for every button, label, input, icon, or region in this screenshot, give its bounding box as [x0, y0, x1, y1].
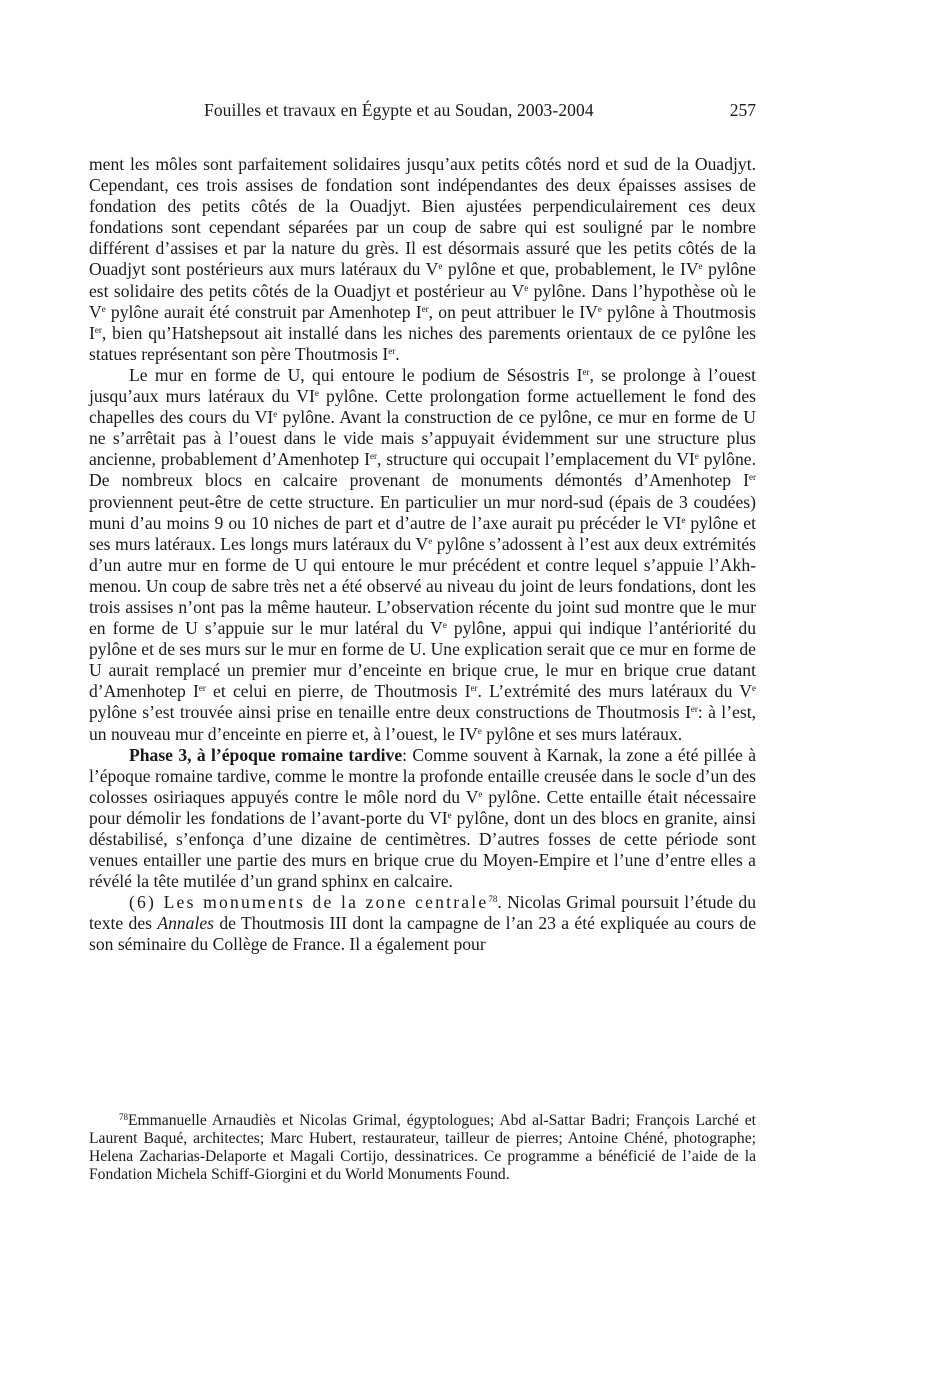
superscript: e [438, 261, 443, 272]
text-run: . Nicolas Grimal poursuit l’étude du texte des [89, 892, 756, 934]
text-run: pylône et ses murs latéraux. Les longs murs latéraux du V [89, 512, 756, 554]
text-run: pylône et que, probablement, le IV [442, 259, 699, 280]
text-run: . [395, 343, 400, 364]
superscript: er [369, 451, 377, 462]
footnotes [89, 1112, 756, 1184]
text-run: pylône. Avant la construction de ce pylône, ce mur en forme de U ne s’arrêtait pas à l’ouest dans le vide mais s’appuyait évidemment sur une structure plus ancienne, probablement d’Amenhotep I [89, 407, 757, 470]
superscript: e [751, 683, 756, 694]
paragraph-1 [89, 154, 756, 365]
text-run: , bien qu’Hatshepsout ait installé dans les niches des parements orientaux de ce pylône les statues représentant son père Thoutmosis I [89, 322, 756, 364]
text-run: pylône aurait été construit par Amenhotep I [105, 301, 422, 322]
text-run: , on peut attribuer le IV [428, 301, 598, 322]
superscript: er [470, 683, 478, 694]
italic-title: Annales [157, 913, 215, 934]
superscript: er [749, 472, 756, 483]
superscript: e [597, 303, 602, 314]
page-number: 257 [729, 100, 756, 120]
superscript: er [421, 303, 429, 314]
text-run: , structure qui occupait l’emplacement du VI [376, 449, 695, 470]
text-run: pylône à Thoutmosis I [89, 301, 756, 343]
body-text [89, 154, 756, 956]
text-run: pylône. Cette entaille était nécessaire pour démolir les fondations de l’avant-porte du VI [89, 786, 756, 828]
text-run: Le mur en forme de U, qui entoure le podium de Sésostris I [129, 364, 583, 385]
superscript: e [478, 788, 483, 799]
paragraph-2 [89, 365, 756, 745]
text-run: de Thoutmosis III dont la campagne de l’an 23 a été expliquée au cours de son séminaire du Collège de France. Il a également pour [89, 913, 756, 955]
superscript: e [524, 282, 529, 293]
text-run: , se prolonge à l’ouest jusqu’aux murs latéraux du VI [89, 364, 756, 407]
superscript: e [681, 514, 686, 525]
superscript: er [690, 704, 698, 715]
text-run: pylône, dont un des blocs en granite, ainsi déstabilisé, s’enfonça d’une dizaine de centimètres. D’autres fosses de cette période sont venues entailler une partie des murs en brique crue du Moyen-Empire et l’une d’entre elles a révélé la tête mutilée d’un grand sphinx en calcaire. [89, 807, 757, 892]
paragraph-3 [89, 745, 756, 893]
phase-heading: Phase 3, à l’époque romaine tardive [129, 744, 403, 765]
text-run: et celui en pierre, de Thoutmosis I [205, 681, 471, 702]
superscript: er [94, 324, 102, 335]
text-run: ment les môles sont parfaitement solidaires jusqu’aux petits côtés nord et sud de la Ouadjyt. Cependant, ces trois assises de fondation sont indépendantes des deux épaisses assises de fondation des petits côtés de la Ouadjyt. Bien ajustées perpendiculairement ces deux fondations sont cependant séparées par un coup de sabre qui est souligné par le nombre différent d’assises et par la nature du grès. Il est désormais assuré que les petits côtés de la Ouadjyt sont postérieurs aux murs latéraux du V [89, 154, 756, 280]
superscript: e [447, 809, 452, 820]
superscript: e [698, 261, 703, 272]
superscript: e [442, 620, 447, 631]
text-run: pylône et ses murs latéraux. [481, 723, 683, 744]
footnote-reference[interactable]: 78 [488, 894, 498, 905]
superscript: e [273, 409, 278, 420]
footnote-text: Emmanuelle Arnaudiès et Nicolas Grimal, égyptologues; Abd al-Sattar Badri; François Larché et Laurent Baqué, architectes; Marc Hubert, restaurateur, tailleur de pierres; Antoine Chéné, photographe; Helena Zacharias-Delaporte et Magali Cortijo, dessinatrices. Ce programme a bénéficié de l’aide de la Fondation Michela Schiff-Giorgini et du World Monuments Found. [89, 1112, 756, 1183]
text-run: . L’extrémité des murs latéraux du V [477, 681, 752, 702]
text-run: pylône. Dans l’hypothèse où le V [89, 280, 756, 322]
text-run: pylône s’adossent à l’est aux deux extrémités d’un autre mur en forme de U qui entoure le mur précédent et contre lequel s’appuie l’Akh-menou. Un coup de sabre très net a été observé au niveau du joint de leurs fondations, dont les trois assises n’ont pas la même hauteur. L’observation récente du joint sud montre que le mur en forme de U s’appuie sur le mur latéral du V [89, 533, 756, 639]
superscript: e [694, 451, 699, 462]
text-run: pylône. Cette prolongation forme actuellement le fond des chapelles des cours du VI [89, 386, 756, 428]
text-run: proviennent peut-être de cette structure. En particulier un mur nord-sud (épais de 3 coudées) muni d’au moins 9 ou 10 niches de part et d’autre de l’axe aurait pu précéder le VI [89, 491, 756, 533]
text-run: : à l’est, un nouveau mur d’enceinte en pierre et, à l’ouest, le IV [89, 702, 756, 744]
text-run: pylône. De nombreux blocs en calcaire provenant de monuments démontés d’Amenhotep I [89, 449, 756, 491]
superscript: er [582, 366, 590, 377]
superscript: e [428, 535, 433, 546]
paragraph-4 [89, 892, 756, 955]
superscript: e [477, 725, 482, 736]
text-run: : Comme souvent à Karnak, la zone a été pillée à l’époque romaine tardive, comme le montre la profonde entaille creusée dans le socle d’un des colosses osiriaques appuyés contre le môle nord du V [89, 744, 756, 807]
superscript: er [388, 345, 396, 356]
text-run: pylône est solidaire des petits côtés de la Ouadjyt et postérieur au V [89, 259, 756, 301]
superscript: er [198, 683, 206, 694]
text-run: pylône, appui qui indique l’antériorité du pylône et de ses murs sur le mur en forme de U. Une explication serait que ce mur en forme de U aurait remplacé un premier mur d’enceinte en brique crue, le mur en brique crue datant d’Amenhotep I [89, 618, 757, 702]
footnote-78 [89, 1112, 756, 1184]
footnote-number: 78 [119, 1112, 128, 1122]
running-title: Fouilles et travaux en Égypte et au Soudan, 2003-2004 [204, 100, 594, 120]
text-run: pylône s’est trouvée ainsi prise en tenaille entre deux constructions de Thoutmosis I [89, 702, 691, 723]
superscript: e [101, 303, 106, 314]
superscript: e [314, 388, 319, 399]
section-heading: (6) Les monuments de la zone centrale [129, 892, 489, 913]
